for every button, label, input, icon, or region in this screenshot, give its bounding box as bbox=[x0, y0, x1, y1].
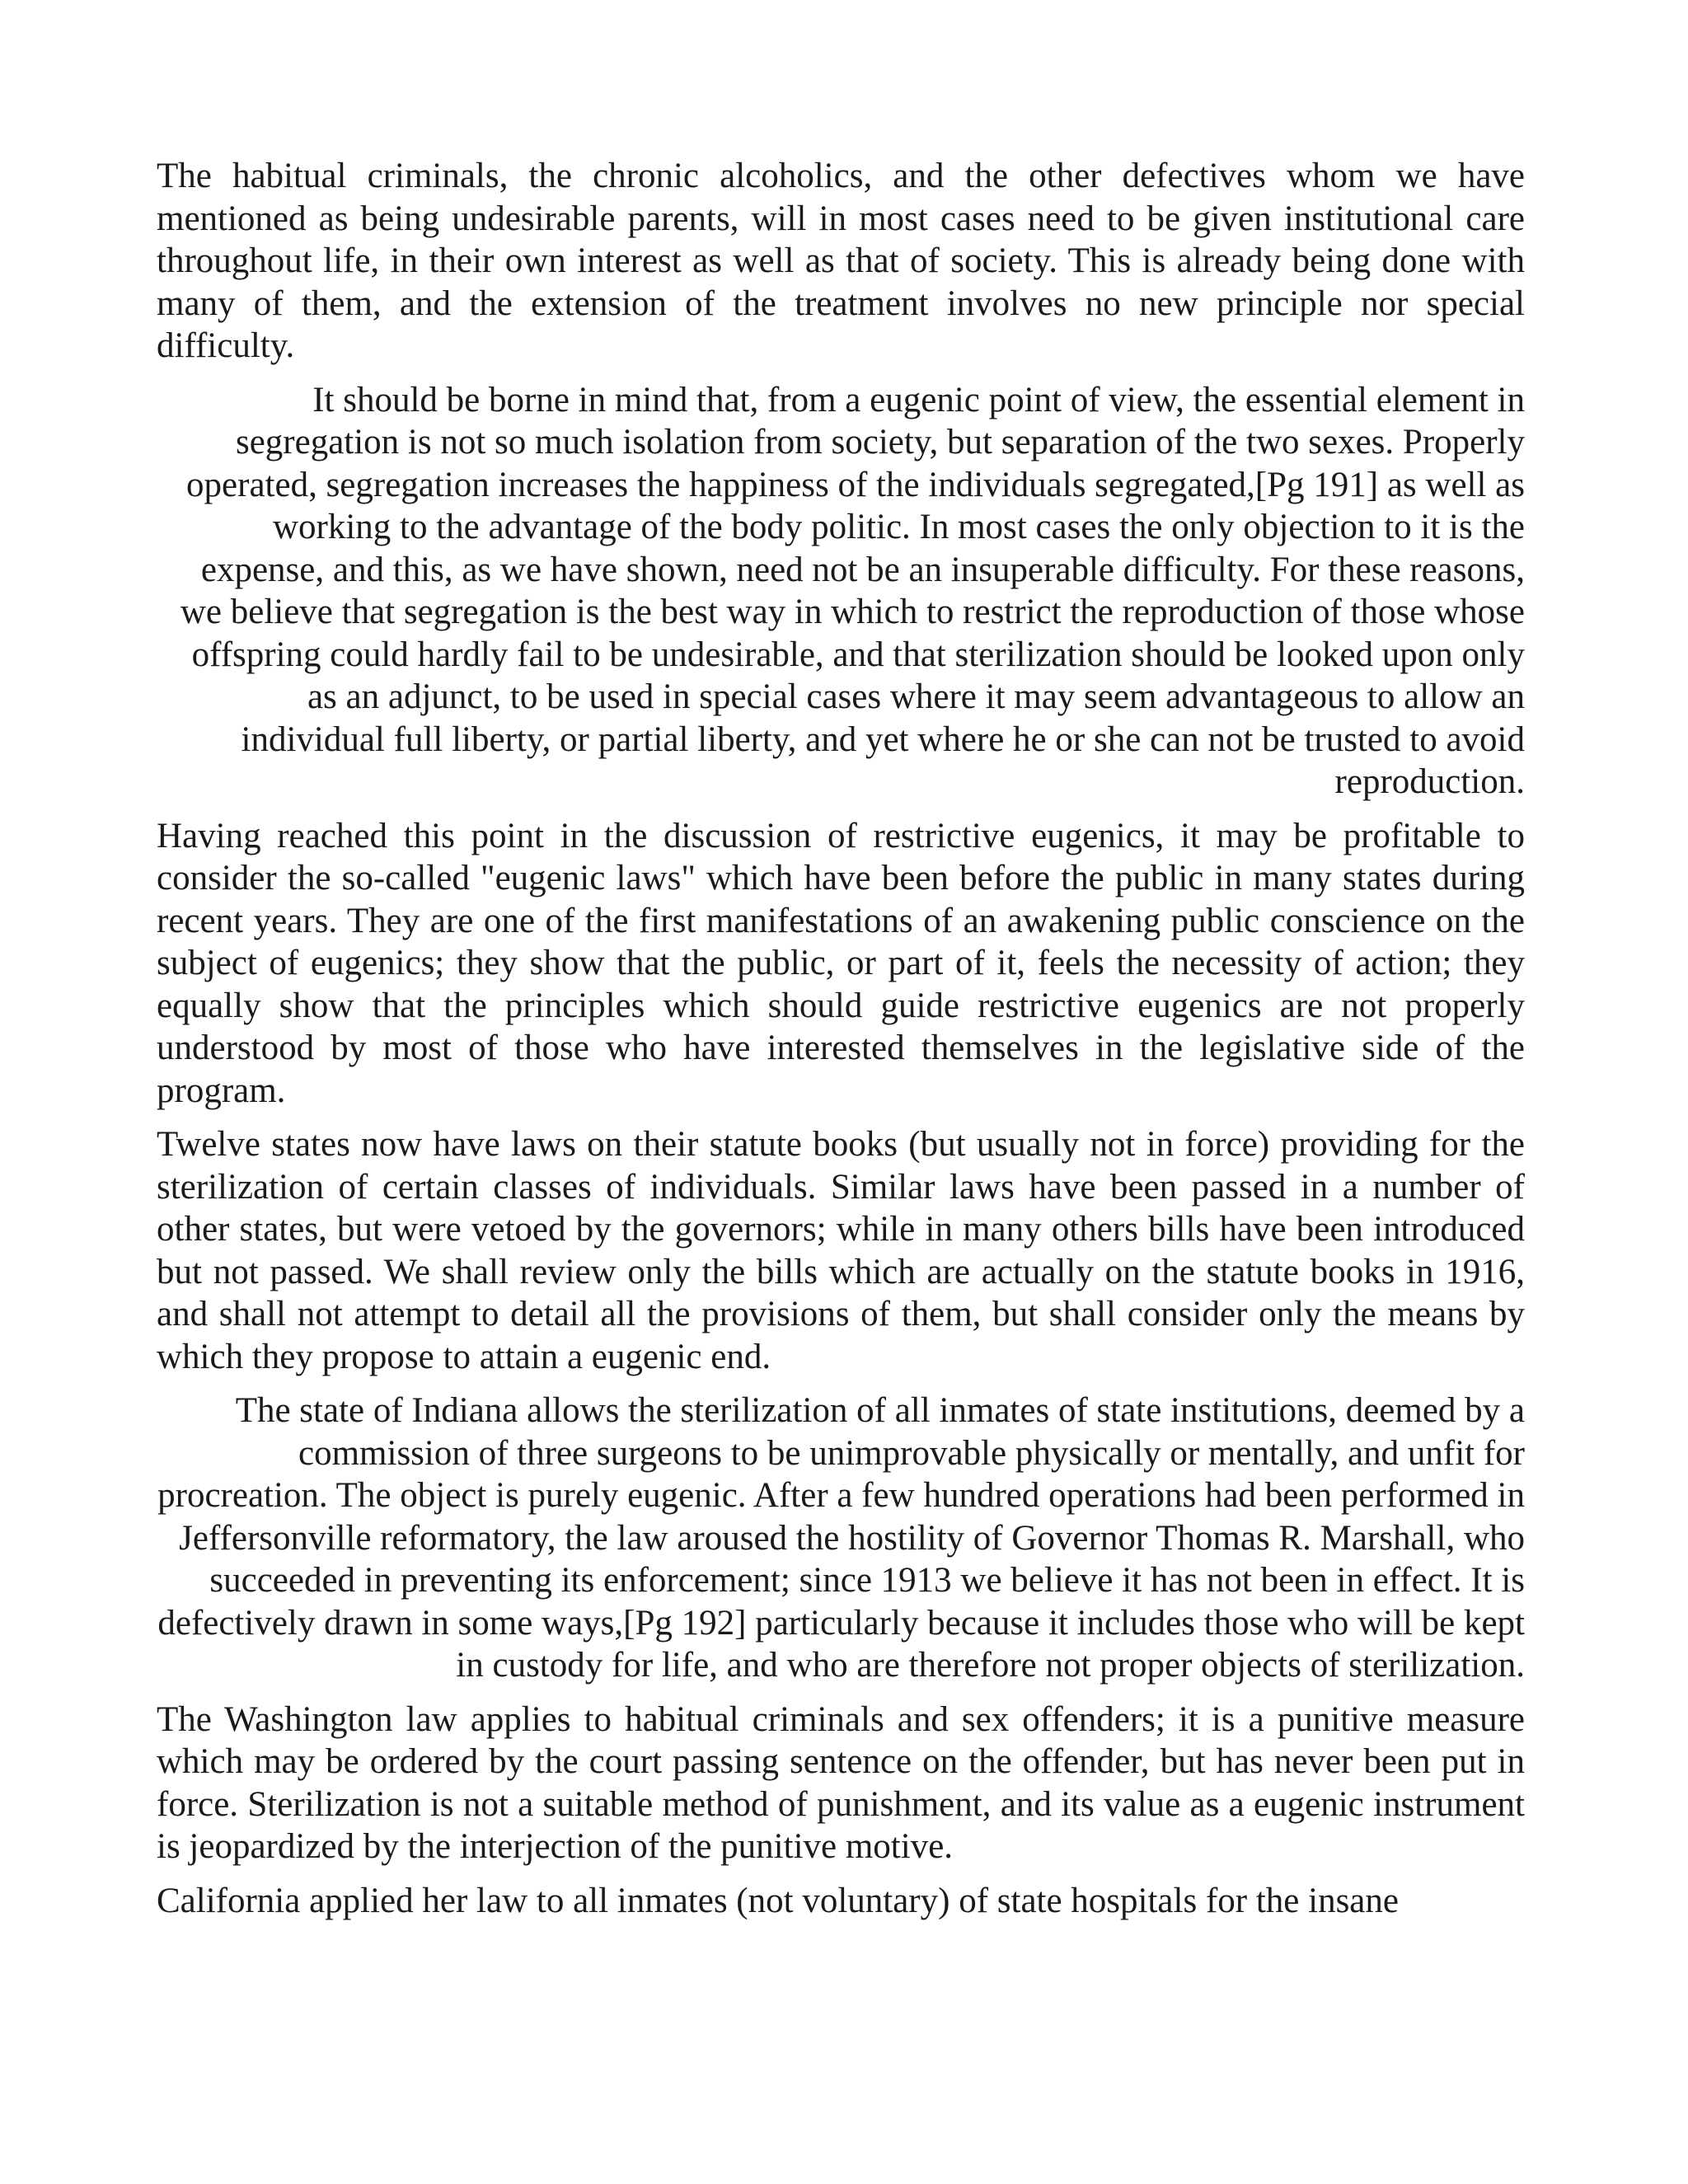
paragraph-eugenic-laws: Having reached this point in the discussion of restrictive eugenics, it may be profitable to consider the so-called "eugenic laws" which have been before the public in many states during recent years. They are one of the first manifestations of an awakening public conscience on the subject of eugenics; they show that the public, or part of it, feels the necessity of action; they equally show that the principles which should guide restrictive eugenics are not properly understood by most of those who have interested themselves in the legislative side of the program. bbox=[157, 816, 1525, 1110]
paragraph-california-law: California applied her law to all inmates (not voluntary) of state hospitals for the insane bbox=[157, 1881, 1399, 1920]
paragraph-institutional-care: The habitual criminals, the chronic alcoholics, and the other defectives whom we have mentioned as being undesirable parents, will in most cases need to be given institutional care throughout life, in their own interest as well as that of society. This is already being done with many of them, and the extension of the treatment involves no new principle nor special difficulty. bbox=[157, 157, 1525, 365]
document-page bbox=[157, 155, 1525, 1933]
paragraph-washington-law: The Washington law applies to habitual criminals and sex offenders; it is a punitive measure which may be ordered by the court passing sentence on the offender, but has never been put in force. Sterilization is not a suitable method of punishment, and its value as a eugenic instrument is jeopardized by the interjection of the punitive motive. bbox=[157, 1699, 1525, 1866]
paragraph-twelve-states: Twelve states now have laws on their statute books (but usually not in force) providing for the sterilization of certain classes of individuals. Similar laws have been passed in a number of other states, but were vetoed by the governors; while in many others bills have been introduced but not passed. We shall review only the bills which are actually on the statute books in 1916, and shall not attempt to detail all the provisions of them, but shall consider only the means by which they propose to attain a eugenic end. bbox=[157, 1125, 1525, 1376]
paragraph-indiana-law: The state of Indiana allows the sterilization of all inmates of state institutions, deemed by a commission of three surgeons to be unimprovable physically or mentally, and unfit for procreation. The object is purely eugenic. After a few hundred operations had been performed in Jeffersonville reformatory, the law aroused the hostility of Governor Thomas R. Marshall, who succeeded in preventing its enforcement; since 1913 we believe it has not been in effect. It is defectively drawn in some ways,[Pg 192] particularly because it includes those who will be kept in custody for life, and who are therefore not proper objects of sterilization. bbox=[157, 1391, 1525, 1685]
paragraph-segregation: It should be borne in mind that, from a eugenic point of view, the essential element in segregation is not so much isolation from society, but separation of the two sexes. Properly operated, segregation increases the happiness of the individuals segregated,[Pg 191] as well as working to the advantage of the body politic. In most cases the only objection to it is the expense, and this, as we have shown, need not be an insuperable difficulty. For these reasons, we believe that segregation is the best way in which to restrict the reproduction of those whose offspring could hardly fail to be undesirable, and that sterilization should be looked upon only as an adjunct, to be used in special cases where it may seem advantageous to allow an individual full liberty, or partial liberty, and yet where he or she can not be trusted to avoid reproduction. bbox=[180, 380, 1525, 801]
